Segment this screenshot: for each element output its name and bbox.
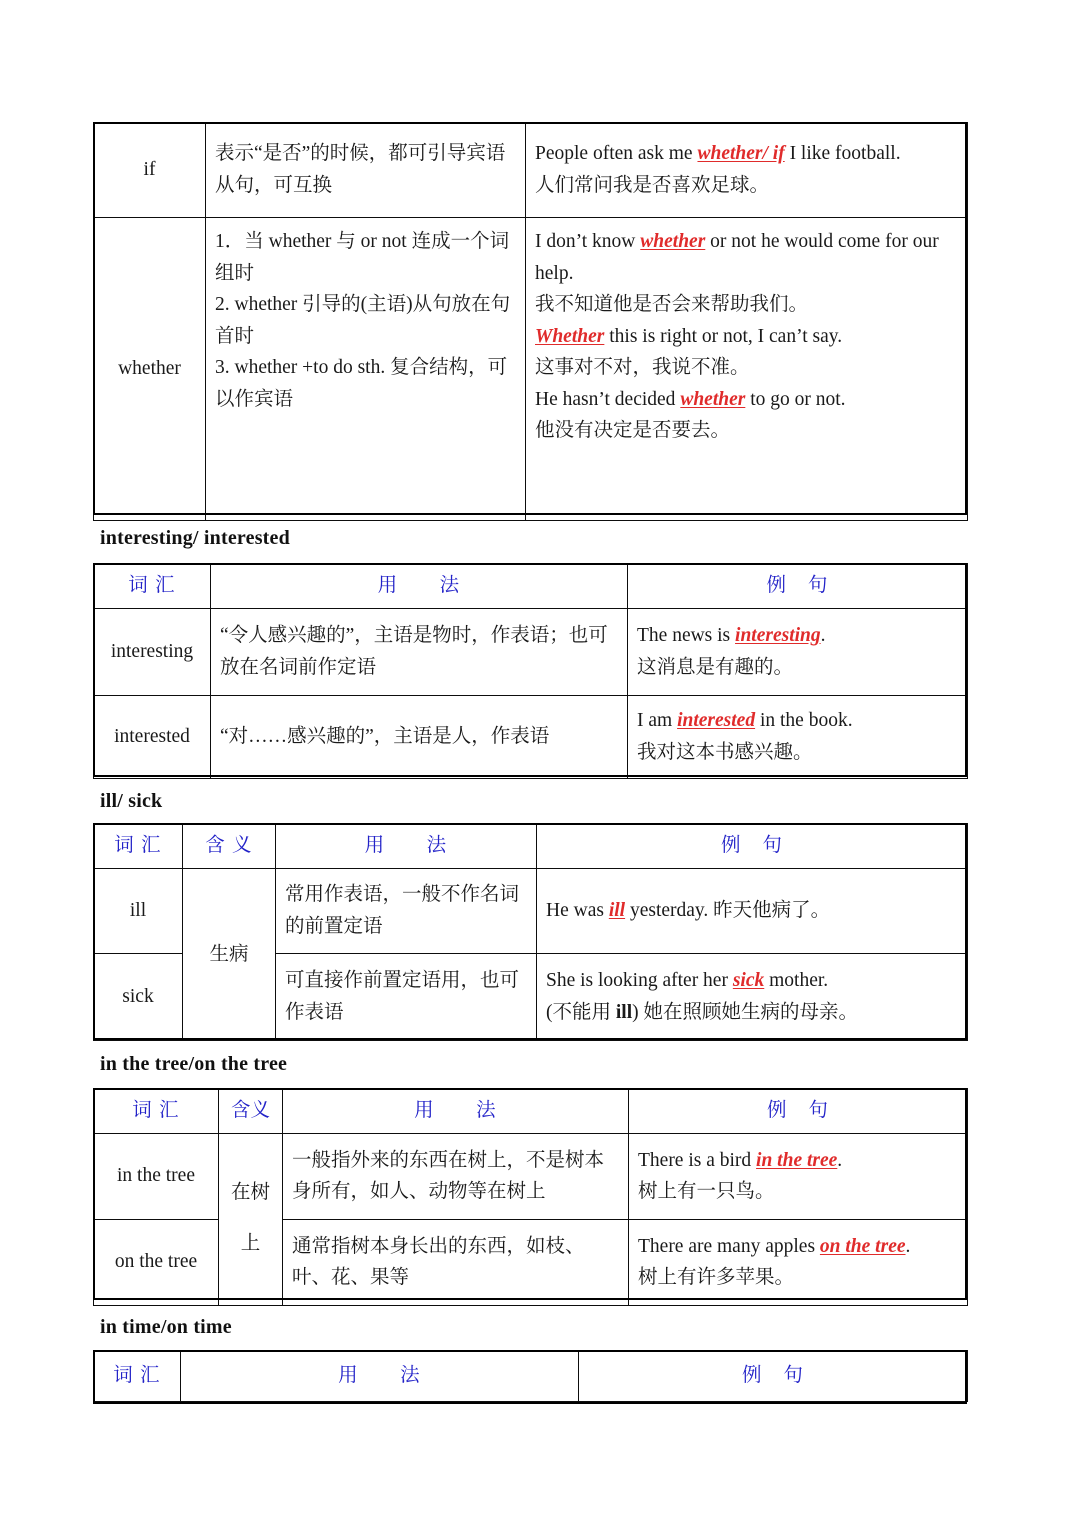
example-text: to go or not.: [745, 388, 846, 410]
example-text: There are many apples: [638, 1235, 820, 1257]
cell-word-in-the-tree: in the tree: [94, 1133, 219, 1219]
header-usage: 用 法: [283, 1089, 629, 1134]
table-if-whether: [93, 122, 968, 521]
cell-usage-in-the-tree: 一般指外来的东西在树上，不是树本身所有，如人、动物等在树上: [283, 1133, 629, 1219]
cell-example-ill: [537, 869, 968, 954]
header-example: 例 句: [537, 824, 968, 869]
table-header-row: [94, 564, 968, 609]
example-text: People often ask me: [535, 143, 698, 165]
example-translation: 这事对不对，我说不准。: [535, 357, 750, 379]
cell-meaning-shengbing: 生病: [183, 869, 276, 1041]
cell-word-sick: sick: [94, 954, 183, 1041]
header-word: 词 汇: [94, 824, 183, 869]
table-row: [94, 608, 968, 695]
highlight-term: ill: [608, 900, 626, 922]
example-text: this is right or not, I can’t say.: [604, 325, 843, 347]
cell-example-if: [526, 123, 968, 218]
cell-usage-whether: [206, 218, 526, 521]
highlight-term: whether/ if: [697, 143, 785, 165]
example-text: She is looking after her: [546, 970, 733, 992]
example-text: There is a bird: [638, 1149, 757, 1171]
meaning-line: 在树: [230, 1182, 270, 1204]
example-text: yesterday. 昨天他病了。: [625, 900, 831, 922]
example-text: The news is: [637, 625, 736, 646]
table-tree: [93, 1088, 968, 1306]
usage-line: 1．当 whether 与 or not 连成一个词组时: [215, 231, 510, 284]
cell-example-whether: [526, 218, 968, 521]
example-text: or not he would come for our help.: [535, 231, 939, 284]
header-usage: 用 法: [211, 564, 628, 609]
cell-usage-ill: 常用作表语，一般不作名词的前置定语: [276, 869, 537, 954]
example-note: ) 她在照顾她生病的母亲。: [632, 1002, 859, 1023]
table-header-row: [94, 824, 968, 869]
cell-word-if: if: [94, 123, 206, 218]
section-heading-ill-sick: ill/ sick: [100, 790, 163, 812]
example-translation: 我不知道他是否会来帮助我们。: [535, 294, 809, 316]
example-translation: 树上有一只鸟。: [638, 1181, 775, 1203]
cell-word-interesting: interesting: [94, 608, 211, 695]
table-row: [94, 695, 968, 778]
table-interesting: [93, 563, 968, 779]
cell-word-interested: interested: [94, 695, 211, 778]
table-time: [93, 1350, 968, 1402]
cell-usage-interested: “对……感兴趣的”，主语是人，作表语: [211, 695, 628, 778]
header-usage: 用 法: [276, 824, 537, 869]
example-note: (不能用: [546, 1002, 616, 1023]
example-text: He hasn’t decided: [535, 388, 681, 410]
cell-word-ill: ill: [94, 869, 183, 954]
table-header-row: [94, 1351, 968, 1402]
cell-example-sick: [537, 954, 968, 1041]
highlight-term: sick: [732, 970, 765, 992]
example-translation: 这消息是有趣的。: [637, 656, 794, 678]
header-usage: 用 法: [181, 1351, 579, 1402]
example-text: .: [905, 1235, 911, 1257]
example-text: I like football.: [784, 143, 901, 165]
example-text: mother.: [764, 970, 829, 992]
usage-line: 3. whether +to do sth. 复合结构，可以作宾语: [215, 357, 508, 410]
cell-usage-interesting: “令人感兴趣的”，主语是物时，作表语；也可放在名词前作定语: [211, 608, 628, 695]
example-text: He was: [546, 900, 609, 922]
example-text: I don’t know: [535, 231, 641, 252]
cell-usage-on-the-tree: 通常指树本身长出的东西，如枝、叶、花、果等: [283, 1219, 629, 1305]
header-example: 例 句: [628, 564, 968, 609]
highlight-term: whether: [680, 388, 746, 410]
table-row: [94, 123, 968, 218]
example-translation: 人们常问我是否喜欢足球。: [535, 175, 770, 196]
table-row: [94, 869, 968, 954]
section-heading-time: in time/on time: [100, 1316, 232, 1338]
table-row: [94, 1133, 968, 1219]
cell-usage-sick: 可直接作前置定语用，也可作表语: [276, 954, 537, 1041]
usage-line: 2. whether 引导的(主语)从句放在句首时: [215, 294, 511, 347]
header-example: 例 句: [629, 1089, 968, 1134]
example-translation: 他没有决定是否要去。: [535, 420, 731, 442]
header-word: 词 汇: [94, 1089, 219, 1134]
header-meaning: 含 义: [183, 824, 276, 869]
example-text: I am: [637, 710, 678, 731]
table-row: [94, 218, 968, 521]
cell-example-interesting: [628, 608, 968, 695]
example-translation: 我对这本书感兴趣。: [637, 741, 813, 763]
cell-word-on-the-tree: on the tree: [94, 1219, 219, 1305]
header-meaning: 含义: [219, 1089, 283, 1134]
meaning-line: 上: [240, 1233, 261, 1255]
example-text: .: [837, 1149, 843, 1171]
cell-example-interested: [628, 695, 968, 778]
cell-example-on-the-tree: [629, 1219, 968, 1305]
cell-word-whether: whether: [94, 218, 206, 521]
bold-term: ill: [615, 1002, 633, 1023]
example-translation: 树上有许多苹果。: [638, 1267, 795, 1289]
header-word: 词 汇: [94, 564, 211, 609]
example-text: .: [820, 625, 826, 646]
highlight-term: on the tree: [819, 1235, 906, 1257]
highlight-term: interested: [677, 710, 756, 731]
table-header-row: [94, 1089, 968, 1134]
highlight-term: whether: [640, 231, 706, 252]
cell-meaning-zaishu: [219, 1133, 283, 1305]
cell-example-in-the-tree: [629, 1133, 968, 1219]
highlight-term: in the tree: [756, 1149, 838, 1171]
table-ill-sick: [93, 823, 968, 1041]
highlight-term: interesting: [735, 625, 821, 646]
header-example: 例 句: [579, 1351, 968, 1402]
section-heading-interesting: interesting/ interested: [100, 527, 290, 549]
cell-usage-if: 表示“是否”的时候，都可引导宾语从句，可互换: [206, 123, 526, 218]
highlight-term: Whether: [535, 325, 605, 347]
header-word: 词 汇: [94, 1351, 181, 1402]
example-text: in the book.: [755, 710, 853, 731]
section-heading-tree: in the tree/on the tree: [100, 1053, 288, 1075]
